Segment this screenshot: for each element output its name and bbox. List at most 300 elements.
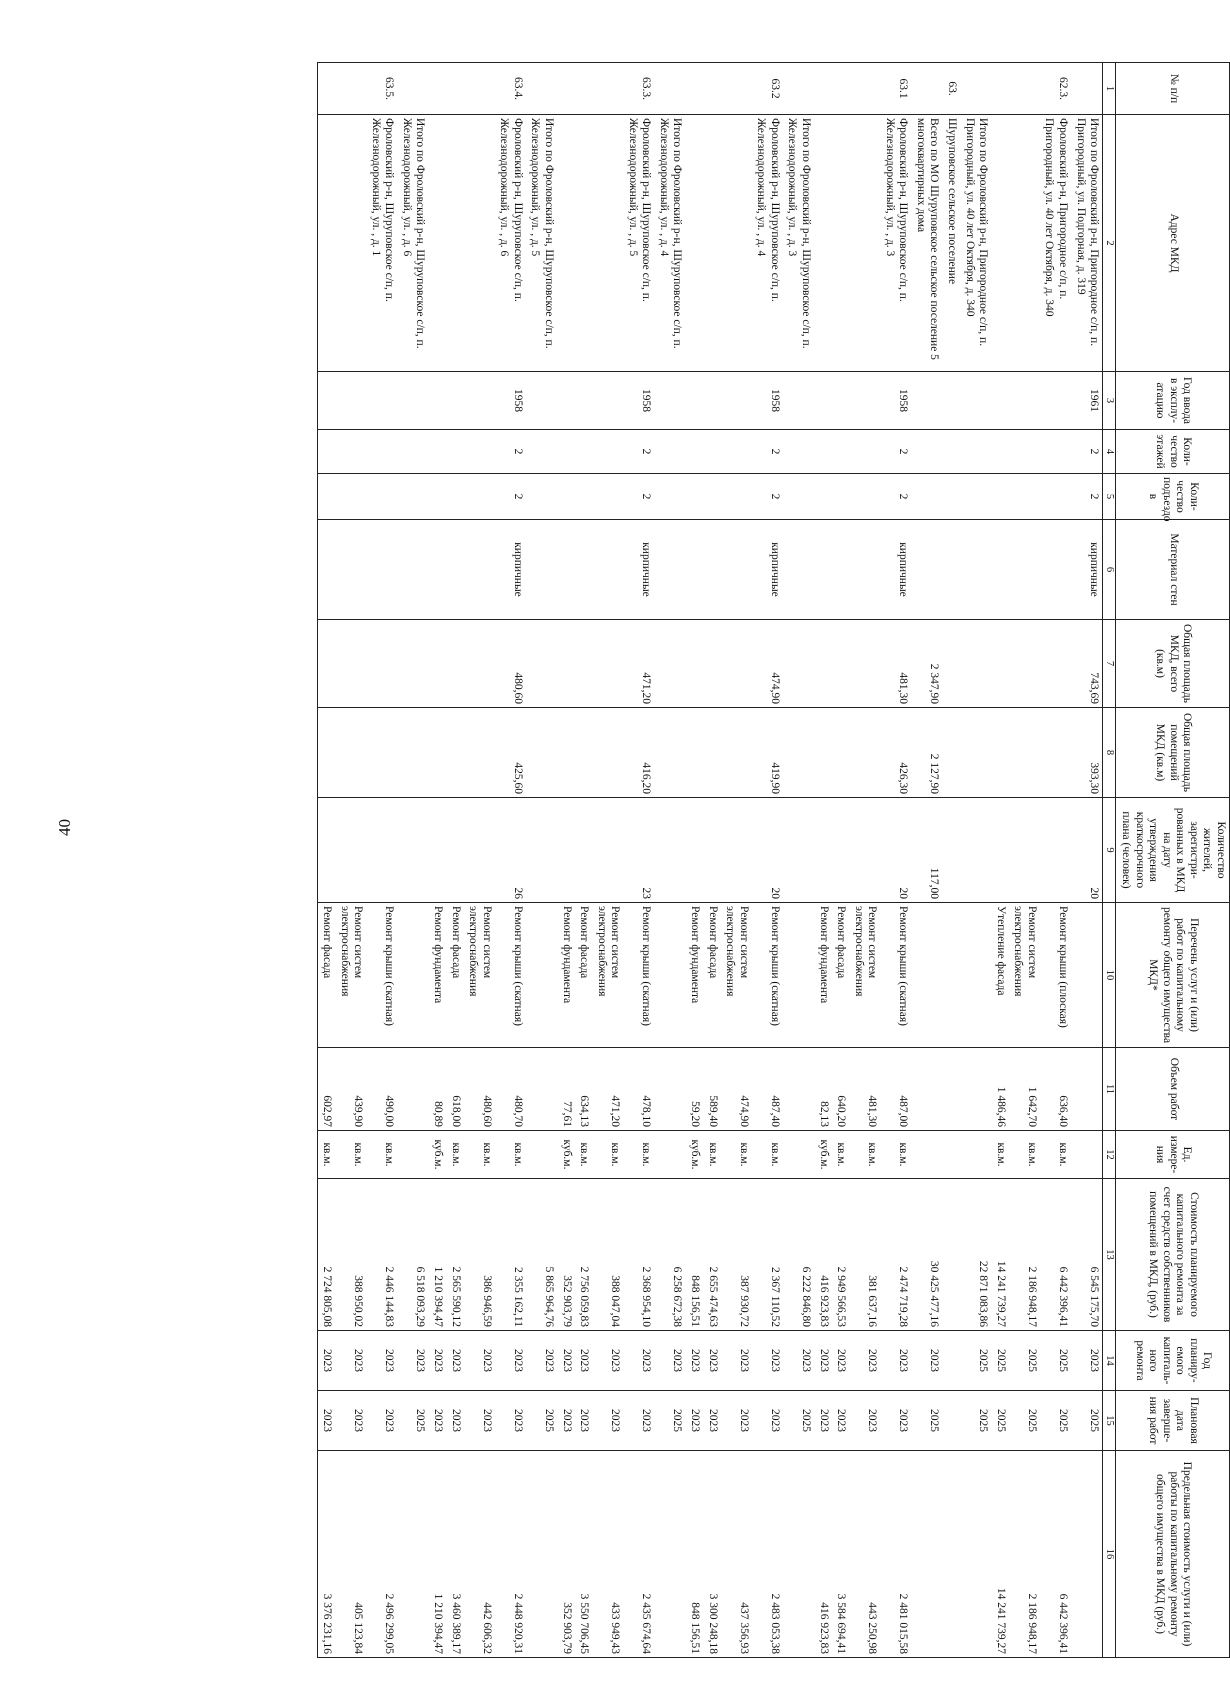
table-cell (575, 620, 593, 708)
table-cell: 2023 (575, 1391, 593, 1451)
table-cell (1009, 63, 1040, 115)
table-cell: 117,00 (911, 798, 942, 903)
table-row (752, 63, 783, 1658)
table-cell: 2023 (686, 1391, 704, 1451)
table-cell (1009, 474, 1040, 520)
table-cell: куб.м. (686, 1131, 704, 1179)
table-row (495, 63, 526, 1658)
table-cell (703, 430, 721, 474)
table-cell: куб.м. (557, 1131, 575, 1179)
table-row (1040, 63, 1071, 1658)
table-cell (575, 115, 593, 372)
table-cell (960, 798, 991, 903)
table-cell (943, 474, 961, 520)
table-cell (849, 474, 880, 520)
table-cell: Ремонт фасада (575, 903, 593, 1048)
table-cell: 387 930,72 (721, 1179, 752, 1331)
table-cell: 2023 (849, 1391, 880, 1451)
column-number-5: 5 (1103, 474, 1116, 520)
table-cell (1040, 520, 1071, 620)
table-cell (397, 903, 428, 1048)
table-row (317, 63, 335, 1658)
column-header-15: Плановая дата заверше-ния работ (1116, 1391, 1230, 1451)
table-cell: 481,30 (880, 620, 911, 708)
table-cell (526, 903, 557, 1048)
table-cell: Ремонт систем электроснабжения (1009, 903, 1040, 1048)
table-cell: кирпичные (623, 520, 654, 620)
table-cell (1009, 372, 1040, 430)
table-cell (557, 620, 575, 708)
table-cell: 20 (1071, 798, 1103, 903)
table-cell (721, 708, 752, 798)
column-header-6: Материал стен (1116, 520, 1230, 620)
table-cell (686, 520, 704, 620)
table-cell (991, 798, 1009, 903)
table-cell: 2023 (446, 1331, 464, 1391)
table-cell (1071, 63, 1103, 115)
table-cell: кв.м. (752, 1131, 783, 1179)
table-cell (317, 798, 335, 903)
table-cell (429, 372, 447, 430)
column-number-10: 10 (1103, 903, 1116, 1048)
table-cell: 6 222 846,80 (783, 1179, 814, 1331)
column-header-8: Общая площадь помещений МКД (кв.м) (1116, 708, 1230, 798)
table-cell (526, 798, 557, 903)
table-cell: кв.м. (317, 1131, 335, 1179)
table-cell: кв.м. (623, 1131, 654, 1179)
table-cell (960, 1451, 991, 1658)
table-cell (654, 798, 685, 903)
table-cell: 1 210 394,47 (429, 1179, 447, 1331)
table-cell: 2 (623, 430, 654, 474)
table-cell: кв.м. (880, 1131, 911, 1179)
table-cell (1009, 620, 1040, 708)
table-cell (1071, 1131, 1103, 1179)
table-cell: 405 123,84 (335, 1451, 366, 1658)
table-cell (397, 1451, 428, 1658)
table-cell (703, 620, 721, 708)
table-cell (721, 520, 752, 620)
table-cell (464, 798, 495, 903)
table-cell (849, 798, 880, 903)
table-cell (832, 474, 850, 520)
table-cell: 20 (752, 798, 783, 903)
table-cell: 481,30 (849, 1048, 880, 1131)
table-cell: Ремонт фундамента (557, 903, 575, 1048)
table-cell: Ремонт систем электроснабжения (721, 903, 752, 1048)
table-cell (783, 798, 814, 903)
table-cell (703, 115, 721, 372)
table-cell: Фроловский р-н, Шуруповское с/п, п. Железнодорожный, ул. , д. 1 (366, 115, 397, 372)
column-number-13: 13 (1103, 1179, 1116, 1331)
table-cell: 439,90 (335, 1048, 366, 1131)
table-cell (397, 708, 428, 798)
table-cell (1040, 798, 1071, 903)
table-cell (654, 1131, 685, 1179)
table-cell: кв.м. (575, 1131, 593, 1179)
table-cell: кв.м. (1040, 1131, 1071, 1179)
table-cell (849, 430, 880, 474)
table-cell: 636,40 (1040, 1048, 1071, 1131)
table-cell: 416 923,83 (814, 1451, 832, 1658)
table-cell (366, 520, 397, 620)
table-cell (654, 63, 685, 115)
table-cell: 2025 (654, 1391, 685, 1451)
table-cell (943, 798, 961, 903)
table-cell (592, 474, 623, 520)
table-cell (1040, 474, 1071, 520)
table-cell: кв.м. (832, 1131, 850, 1179)
table-cell (654, 520, 685, 620)
table-cell (721, 115, 752, 372)
table-cell: кв.м. (335, 1131, 366, 1179)
column-header-4: Коли-чество этажей (1116, 430, 1230, 474)
table-cell: 490,00 (366, 1048, 397, 1131)
table-cell: Итого по Фроловский р-н, Шуруповское с/п, п. Железнодорожный, ул. , д. 4 (654, 115, 685, 372)
table-cell (943, 1391, 961, 1451)
table-cell: 14 241 739,27 (991, 1451, 1009, 1658)
table-cell: 2023 (335, 1391, 366, 1451)
table-cell (526, 474, 557, 520)
table-cell (335, 620, 366, 708)
table-cell: 5 865 964,76 (526, 1179, 557, 1331)
column-number-15: 15 (1103, 1391, 1116, 1451)
table-cell: Ремонт фасада (317, 903, 335, 1048)
table-cell (335, 63, 366, 115)
table-cell: 437 356,93 (721, 1451, 752, 1658)
column-header-10: Перечень услуг и (или) работ по капитальному ремонту общего имущества МКД* (1116, 903, 1230, 1048)
table-cell (464, 430, 495, 474)
table-cell (1040, 620, 1071, 708)
table-cell (686, 430, 704, 474)
table-row (943, 63, 961, 1658)
table-body (317, 63, 1103, 1658)
table-cell (943, 430, 961, 474)
table-cell: 2025 (1009, 1331, 1040, 1391)
table-cell: 2025 (911, 1391, 942, 1451)
table-cell (446, 430, 464, 474)
table-cell: Итого по Фроловский р-н, Шуруповское с/п, п. Железнодорожный, ул. , д. 3 (783, 115, 814, 372)
table-cell (429, 620, 447, 708)
table-cell: Итого по Фроловский р-н, Шуруповское с/п, п. Железнодорожный, ул. , д. 5 (526, 115, 557, 372)
table-cell: Ремонт систем электроснабжения (335, 903, 366, 1048)
table-cell (366, 620, 397, 708)
table-cell (911, 1131, 942, 1179)
table-cell: 487,00 (880, 1048, 911, 1131)
table-cell (832, 520, 850, 620)
table-cell: 2023 (703, 1331, 721, 1391)
table-cell: 63.4. (495, 63, 526, 115)
table-cell: 480,70 (495, 1048, 526, 1131)
table-cell: Ремонт фасада (703, 903, 721, 1048)
table-cell: 2023 (752, 1391, 783, 1451)
table-cell (429, 115, 447, 372)
table-cell (783, 1451, 814, 1658)
table-cell (703, 520, 721, 620)
table-cell (526, 372, 557, 430)
table-cell (317, 520, 335, 620)
table-row (832, 63, 850, 1658)
table-cell: 2023 (623, 1331, 654, 1391)
table-cell (464, 372, 495, 430)
table-cell: Ремонт крыши (скатная) (623, 903, 654, 1048)
column-number-6: 6 (1103, 520, 1116, 620)
table-cell (464, 520, 495, 620)
table-cell: 2 565 590,12 (446, 1179, 464, 1331)
table-cell (991, 708, 1009, 798)
table-cell (1009, 115, 1040, 372)
table-cell: 2 (752, 474, 783, 520)
table-cell: 2023 (832, 1391, 850, 1451)
table-cell (335, 372, 366, 430)
table-cell (446, 798, 464, 903)
table-cell: 2 724 805,08 (317, 1179, 335, 1331)
table-cell (397, 430, 428, 474)
table-cell (849, 115, 880, 372)
table-cell: 471,20 (592, 1048, 623, 1131)
table-cell (721, 620, 752, 708)
table-cell (1009, 520, 1040, 620)
column-header-16: Предельная стоимость услуги и (или) работы по капитальному ремонту общего имущества в МКД (руб.) (1116, 1451, 1230, 1658)
table-cell (783, 430, 814, 474)
table-cell (814, 474, 832, 520)
table-cell: 2023 (526, 1331, 557, 1391)
table-cell (317, 430, 335, 474)
table-cell: 2023 (495, 1391, 526, 1451)
table-cell: кв.м. (592, 1131, 623, 1179)
table-cell (592, 63, 623, 115)
table-cell: 442 606,32 (464, 1451, 495, 1658)
table-cell (575, 520, 593, 620)
table-cell (960, 1048, 991, 1131)
table-cell: 1 642,70 (1009, 1048, 1040, 1131)
column-number-row (1103, 63, 1116, 1658)
table-cell (686, 372, 704, 430)
table-cell (446, 63, 464, 115)
table-row (880, 63, 911, 1658)
table-cell: 2 (495, 430, 526, 474)
table-row (686, 63, 704, 1658)
table-cell: 62.3. (1040, 63, 1071, 115)
table-cell: 2023 (335, 1331, 366, 1391)
table-cell (366, 372, 397, 430)
table-cell: 2 481 015,58 (880, 1451, 911, 1658)
column-number-9: 9 (1103, 798, 1116, 903)
table-cell: 2023 (429, 1391, 447, 1451)
table-cell (557, 798, 575, 903)
table-cell (814, 798, 832, 903)
table-cell: 3 460 389,17 (446, 1451, 464, 1658)
table-cell: 6 545 175,70 (1071, 1179, 1103, 1331)
table-cell: 2 367 110,52 (752, 1179, 783, 1331)
table-cell: Ремонт систем электроснабжения (849, 903, 880, 1048)
table-cell (686, 708, 704, 798)
table-cell: 2025 (991, 1391, 1009, 1451)
table-cell: 2 127,90 (911, 708, 942, 798)
table-cell: 2 (1071, 474, 1103, 520)
table-cell (335, 520, 366, 620)
table-cell (686, 63, 704, 115)
table-cell: 2025 (397, 1391, 428, 1451)
table-cell (686, 620, 704, 708)
table-cell (991, 474, 1009, 520)
table-cell: 2023 (446, 1391, 464, 1451)
table-cell: Итого по Фроловский р-н, Шуруповское с/п, п. Железнодорожный, ул. , д. 6 (397, 115, 428, 372)
table-cell: кирпичные (880, 520, 911, 620)
column-header-2: Адрес МКД (1116, 115, 1230, 372)
table-cell (703, 474, 721, 520)
table-cell: куб.м. (429, 1131, 447, 1179)
table-cell (721, 798, 752, 903)
table-cell: Ремонт систем электроснабжения (592, 903, 623, 1048)
column-number-8: 8 (1103, 708, 1116, 798)
table-cell (814, 708, 832, 798)
table-row (911, 63, 942, 1658)
table-cell: Ремонт фундамента (686, 903, 704, 1048)
table-cell: 2023 (721, 1331, 752, 1391)
table-cell (335, 115, 366, 372)
table-cell (703, 63, 721, 115)
table-cell (911, 372, 942, 430)
table-cell: 2023 (429, 1331, 447, 1391)
table-cell: 426,30 (880, 708, 911, 798)
table-cell (832, 115, 850, 372)
table-cell (991, 115, 1009, 372)
table-cell: 2023 (654, 1331, 685, 1391)
table-cell (991, 430, 1009, 474)
table-cell: 618,00 (446, 1048, 464, 1131)
column-number-7: 7 (1103, 620, 1116, 708)
table-cell (1040, 430, 1071, 474)
table-cell: 2025 (1009, 1391, 1040, 1451)
table-cell: 433 949,43 (592, 1451, 623, 1658)
table-cell (1071, 903, 1103, 1048)
table-cell: 2025 (960, 1391, 991, 1451)
table-cell: 381 637,16 (849, 1179, 880, 1331)
table-cell (849, 63, 880, 115)
column-header-14: Год планиру-емого капиталь-ного ремонта (1116, 1331, 1230, 1391)
table-row (703, 63, 721, 1658)
table-cell (575, 798, 593, 903)
table-cell: Ремонт крыши (скатная) (752, 903, 783, 1048)
table-cell (366, 474, 397, 520)
table-cell: Ремонт фундамента (429, 903, 447, 1048)
table-cell: 2025 (1040, 1391, 1071, 1451)
table-cell: 2023 (623, 1391, 654, 1451)
table-row (960, 63, 991, 1658)
column-header-5: Коли-чество подъездо в (1116, 474, 1230, 520)
table-cell: 1958 (880, 372, 911, 430)
table-cell: 1 486,46 (991, 1048, 1009, 1131)
table-cell: 2 (880, 430, 911, 474)
table-cell (783, 474, 814, 520)
table-cell (397, 63, 428, 115)
table-cell: 2023 (557, 1391, 575, 1451)
table-cell (832, 63, 850, 115)
table-row (575, 63, 593, 1658)
table-cell: 388 047,04 (592, 1179, 623, 1331)
column-header-9: Количество жителей, зарегистри-рованных в МКД на дату утверждения краткосрочного плана (человек) (1116, 798, 1230, 903)
table-cell (991, 620, 1009, 708)
table-cell (654, 1048, 685, 1131)
table-cell: 416,20 (623, 708, 654, 798)
table-cell: 6 442 396,41 (1040, 1451, 1071, 1658)
table-cell (557, 520, 575, 620)
table-cell (464, 708, 495, 798)
table-cell: 23 (623, 798, 654, 903)
table-cell (464, 620, 495, 708)
table-cell (1009, 798, 1040, 903)
table-cell (943, 1451, 961, 1658)
table-cell (592, 372, 623, 430)
table-row (366, 63, 397, 1658)
table-cell: 82,13 (814, 1048, 832, 1131)
table-cell (849, 708, 880, 798)
table-cell (1009, 708, 1040, 798)
table-cell (686, 474, 704, 520)
table-cell (592, 115, 623, 372)
table-cell (943, 620, 961, 708)
table-cell (317, 474, 335, 520)
table-cell (575, 430, 593, 474)
table-cell: Утепление фасада (991, 903, 1009, 1048)
table-cell (526, 520, 557, 620)
column-header-13: Стоимость планируемого капитального ремонта за счет средств собственников помещений в МКД, (руб.) (1116, 1179, 1230, 1331)
table-cell (429, 520, 447, 620)
table-cell (654, 474, 685, 520)
table-cell (721, 430, 752, 474)
column-number-1: 1 (1103, 63, 1116, 115)
table-cell (446, 620, 464, 708)
table-cell (429, 430, 447, 474)
table-cell (464, 63, 495, 115)
table-cell (991, 372, 1009, 430)
table-cell: Фроловский р-н, Шуруповское с/п, п. Железнодорожный, ул. , д. 4 (752, 115, 783, 372)
column-number-14: 14 (1103, 1331, 1116, 1391)
capital-repair-table (317, 62, 1230, 1658)
table-cell: Итого по Фроловский р-н, Пригородное с/п, п. Пригородный, ул. 40 лет Октября, д. 340 (960, 115, 991, 372)
table-cell: 352 903,79 (557, 1179, 575, 1331)
page-number: 40 (55, 819, 74, 836)
table-cell (721, 63, 752, 115)
table-cell (783, 708, 814, 798)
table-cell (397, 620, 428, 708)
table-cell (575, 474, 593, 520)
table-cell (960, 372, 991, 430)
table-cell (575, 708, 593, 798)
table-cell: кирпичные (495, 520, 526, 620)
table-cell: кв.м. (991, 1131, 1009, 1179)
table-cell: 478,10 (623, 1048, 654, 1131)
table-cell: 1 210 394,47 (429, 1451, 447, 1658)
table-cell (943, 520, 961, 620)
table-cell (592, 620, 623, 708)
table-cell: кв.м. (366, 1131, 397, 1179)
table-cell (1009, 430, 1040, 474)
table-cell: 2023 (366, 1391, 397, 1451)
table-cell (960, 1131, 991, 1179)
table-cell: 1958 (623, 372, 654, 430)
table-cell: 480,60 (495, 620, 526, 708)
table-cell: 2023 (686, 1331, 704, 1391)
table-cell: 2 186 948,17 (1009, 1179, 1040, 1331)
table-cell (526, 430, 557, 474)
table-cell: 848 156,51 (686, 1451, 704, 1658)
table-cell: 2023 (880, 1391, 911, 1451)
table-cell: 487,40 (752, 1048, 783, 1131)
table-cell (526, 1131, 557, 1179)
table-cell: 80,89 (429, 1048, 447, 1131)
